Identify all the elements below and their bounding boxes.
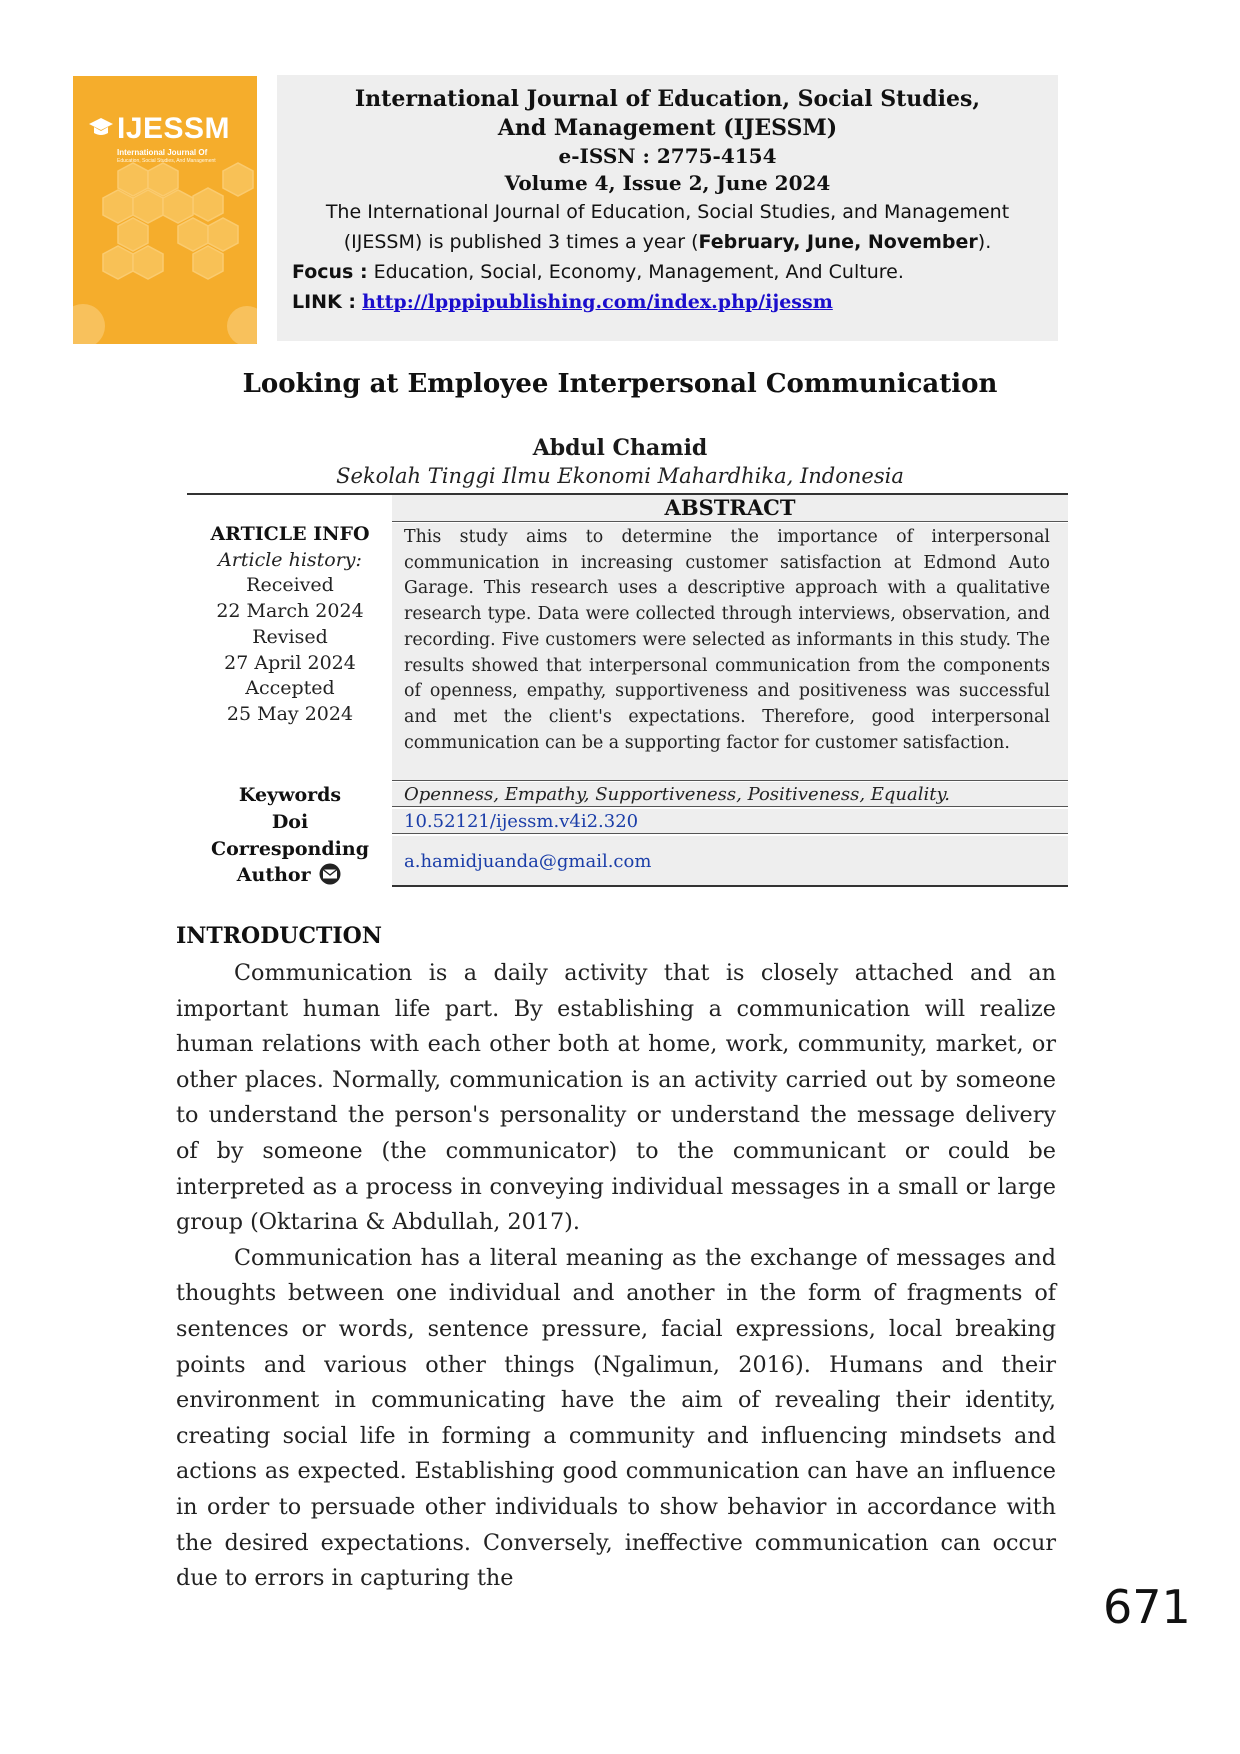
journal-description-line2	[277, 227, 1058, 257]
cover-logo: IJESSM	[117, 112, 231, 145]
introduction-body	[176, 956, 1056, 1597]
journal-focus	[277, 257, 1058, 287]
journal-name-line1: International Journal of Education, Social Studies,	[354, 86, 981, 112]
keywords-value: Openness, Empathy, Supportiveness, Positiveness, Equality.	[392, 782, 1068, 807]
journal-header	[277, 75, 1058, 341]
article-info	[190, 522, 390, 728]
journal-months: February, June, November	[698, 231, 978, 253]
abstract-text: This study aims to determine the importance of interpersonal communication in increasing customer satisfaction at Edmond Auto Garage. This research uses a descriptive approach with a qualitative research type. Data were collected through interviews, observation, and recording. Five customers were selected as informants in this study. The results showed that interpersonal communication from the components of openness, empathy, supportiveness and positiveness was successful and met the client's expectations. Therefore, good interpersonal communication can be a supporting factor for customer satisfaction.	[392, 523, 1068, 781]
cover-subtitle: International Journal Of	[117, 148, 208, 157]
doi-label: Doi	[271, 811, 309, 833]
article-history-label: Article history:	[218, 548, 362, 571]
corresponding-label-line1: Corresponding	[211, 838, 369, 860]
page-number: 671	[1103, 1580, 1191, 1634]
cover-subtitle-2: Education, Social Studies, And Management	[117, 158, 216, 164]
journal-issn: e-ISSN : 2775-4154	[558, 144, 777, 168]
link-label: LINK :	[292, 291, 357, 313]
abstract-heading: ABSTRACT	[392, 495, 1068, 522]
received-label: Received	[246, 574, 334, 597]
corresponding-email[interactable]: a.hamidjuanda@gmail.com	[392, 836, 1068, 887]
revised-date: 27 April 2024	[224, 651, 356, 674]
journal-description-post: ).	[977, 231, 992, 253]
keywords-label: Keywords	[238, 784, 342, 806]
corresponding-label-line2	[190, 862, 390, 888]
envelope-icon	[317, 863, 343, 885]
focus-text: Education, Social, Economy, Management, And Culture.	[367, 261, 904, 283]
graduation-cap-icon	[87, 116, 115, 140]
paragraph: Communication is a daily activity that is closely attached and an important human life part. By establishing a communication will realize human relations with each other both at home, work, community, market, or other places. Normally, communication is an activity carried out by someone to understand the person's personality or understand the message delivery of by someone (the communicator) to the communicant or could be interpreted as a process in conveying individual messages in a small or large group (Oktarina & Abdullah, 2017).	[176, 960, 1056, 1236]
focus-label: Focus :	[292, 261, 368, 283]
corresponding-author-text: Author	[236, 864, 311, 886]
doi-link[interactable]: 10.52121/ijessm.v4i2.320	[392, 809, 1068, 834]
paragraph: Communication has a literal meaning as the exchange of messages and thoughts between one individual and another in the form of fragments of sentences or words, sentence pressure, facial expressions, local breaking points and various other things (Ngalimun, 2016). Humans and their environment in communicating have the aim of revealing their identity, creating social life in forming a community and influencing mindsets and actions as expected. Establishing good communication can have an influence in order to persuade other individuals to show behavior in accordance with the desired expectations. Conversely, ineffective communication can occur due to errors in capturing the	[176, 1244, 1056, 1592]
journal-description-pre: (IJESSM) is published 3 times a year (	[343, 231, 699, 253]
received-date: 22 March 2024	[216, 600, 364, 623]
journal-description-line1: The International Journal of Education, Social Studies, and Management	[325, 201, 1010, 223]
journal-link[interactable]: http://lpppipublishing.com/index.php/ijessm	[362, 291, 833, 313]
journal-link-row	[277, 287, 1058, 317]
introduction-heading: INTRODUCTION	[176, 923, 382, 949]
article-info-heading: ARTICLE INFO	[210, 523, 370, 545]
journal-name-line2: And Management (IJESSM)	[497, 115, 838, 141]
accepted-label: Accepted	[245, 677, 335, 700]
paper-title: Looking at Employee Interpersonal Communication	[242, 369, 998, 399]
accepted-date: 25 May 2024	[226, 702, 354, 725]
journal-volume: Volume 4, Issue 2, June 2024	[504, 171, 831, 195]
journal-cover	[73, 76, 257, 344]
paper-affiliation: Sekolah Tinggi Ilmu Ekonomi Mahardhika, Indonesia	[336, 464, 904, 488]
paper-author: Abdul Chamid	[532, 435, 708, 461]
revised-label: Revised	[252, 625, 328, 648]
